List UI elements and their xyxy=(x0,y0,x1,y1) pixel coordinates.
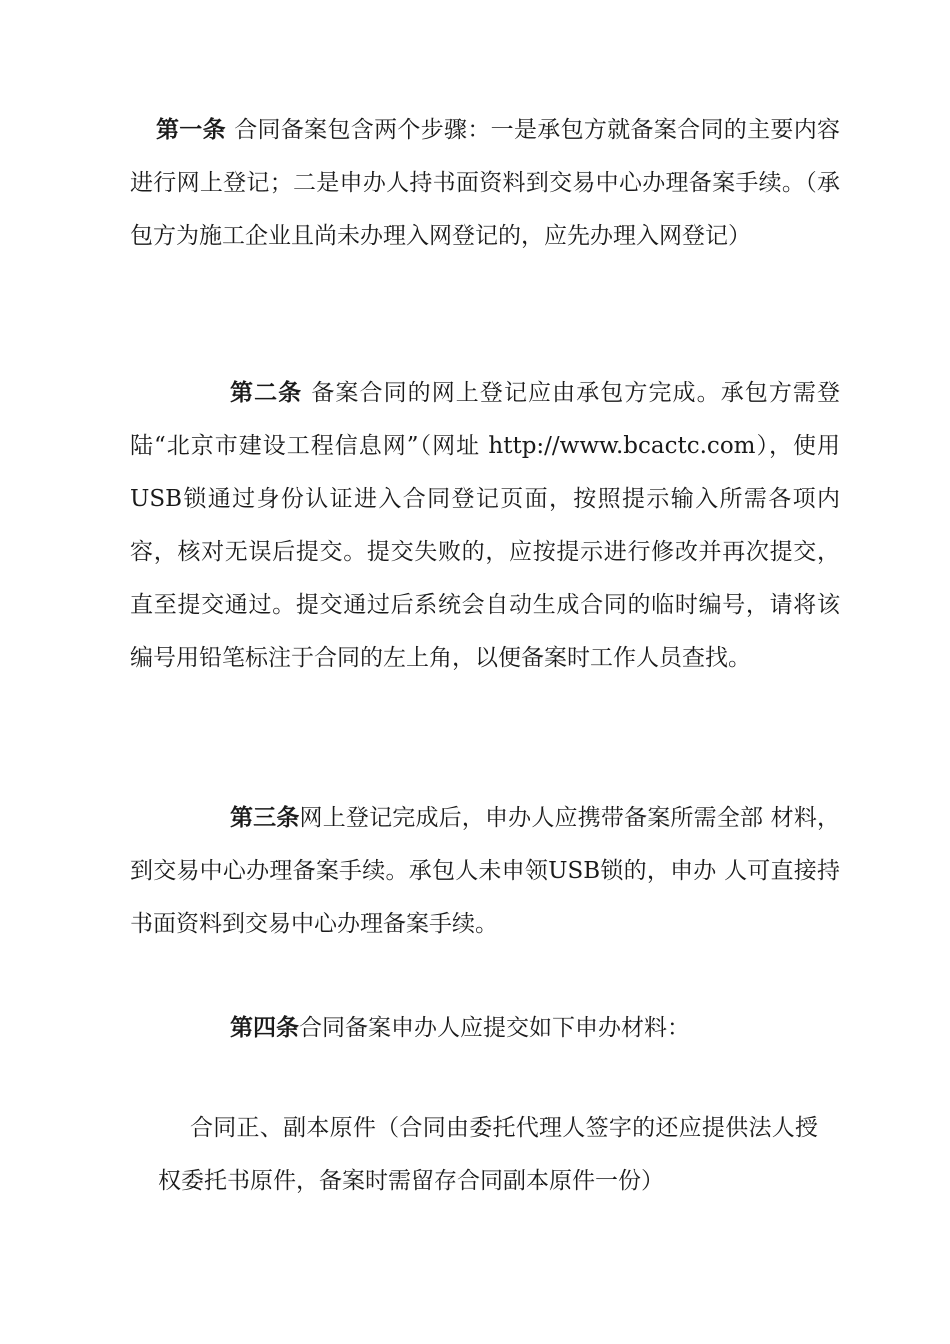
article-4-body: 合同备案申办人应提交如下申办材料： xyxy=(299,1015,690,1041)
article-1-heading: 第一条 xyxy=(156,117,226,143)
material-list-item xyxy=(158,1102,818,1208)
article-3 xyxy=(130,792,840,951)
article-2-body: 备案合同的网上登记应由承包方完成。承包方需登陆“北京市建设工程信息网”（网址 http://www.bcactc.com），使用USB锁通过身份认证进入合同登记页面，按照提示输入所需各项内容，核对无误后提交。提交失败的，应按提示进行修改并再次提交，直至提交通过。提交通过后系统会自动生成合同的临时编号，请将该编号用铅笔标注于合同的左上角，以便备案时工作人员查找。 xyxy=(130,380,841,671)
article-1 xyxy=(130,104,840,263)
article-2 xyxy=(130,367,840,685)
article-1-body: 合同备案包含两个步骤：一是承包方就备案合同的主要内容进行网上登记；二是申办人持书面资料到交易中心办理备案手续。（承包方为施工企业且尚未办理入网登记的，应先办理入网登记） xyxy=(130,117,841,249)
article-4-heading: 第四条 xyxy=(230,1015,299,1041)
article-4 xyxy=(130,1002,840,1055)
article-2-heading: 第二条 xyxy=(230,380,303,406)
material-list-item-text: 合同正、副本原件（合同由委托代理人签字的还应提供法人授权委托书原件，备案时需留存合同副本原件一份） xyxy=(158,1115,818,1194)
article-3-body: 网上登记完成后，申办人应携带备案所需全部 材料，到交易中心办理备案手续。承包人未申领USB锁的，申办 人可直接持书面资料到交易中心办理备案手续。 xyxy=(130,805,841,937)
article-3-heading: 第三条 xyxy=(230,805,300,831)
